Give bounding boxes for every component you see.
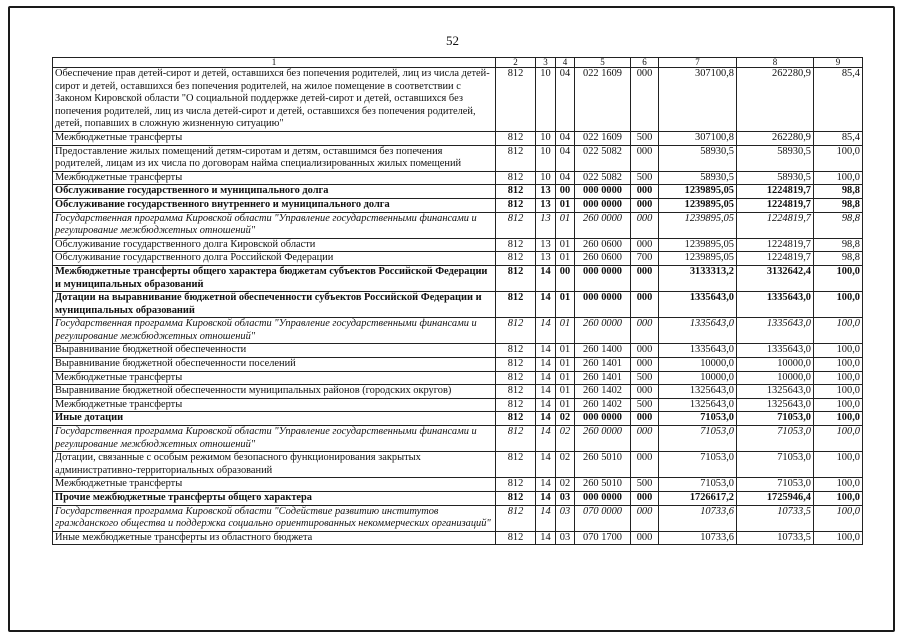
cell-section: 10 (536, 68, 556, 132)
cell-planned-amount: 1239895,05 (659, 252, 737, 266)
cell-subsection: 01 (556, 318, 575, 344)
cell-planned-amount: 58930,5 (659, 171, 737, 185)
cell-ministry-code: 812 (496, 131, 536, 145)
cell-section: 13 (536, 238, 556, 252)
cell-expense-type: 000 (631, 68, 659, 132)
cell-percent: 100,0 (814, 145, 863, 171)
cell-expense-type: 700 (631, 252, 659, 266)
cell-section: 14 (536, 265, 556, 291)
cell-target-article: 022 1609 (575, 68, 631, 132)
cell-percent: 100,0 (814, 478, 863, 492)
table-row (53, 371, 863, 385)
cell-target-article: 022 5082 (575, 171, 631, 185)
column-header: 5 (575, 58, 631, 68)
column-header: 3 (536, 58, 556, 68)
cell-target-article: 260 0600 (575, 252, 631, 266)
cell-planned-amount: 10000,0 (659, 371, 737, 385)
cell-planned-amount: 71053,0 (659, 478, 737, 492)
table-row (53, 426, 863, 452)
table-row (53, 505, 863, 531)
cell-planned-amount: 307100,8 (659, 68, 737, 132)
cell-ministry-code: 812 (496, 171, 536, 185)
cell-name: Межбюджетные трансферты (53, 478, 496, 492)
table-row (53, 212, 863, 238)
cell-subsection: 01 (556, 292, 575, 318)
cell-section: 14 (536, 492, 556, 506)
cell-target-article: 260 1401 (575, 358, 631, 372)
cell-subsection: 01 (556, 344, 575, 358)
cell-target-article: 000 0000 (575, 492, 631, 506)
table-row (53, 131, 863, 145)
cell-section: 10 (536, 131, 556, 145)
cell-target-article: 070 1700 (575, 531, 631, 545)
cell-expense-type: 000 (631, 505, 659, 531)
header-row (53, 58, 863, 68)
cell-name: Межбюджетные трансферты общего характера бюджетам субъектов Российской Федерации и муниципальных образований (53, 265, 496, 291)
cell-name: Межбюджетные трансферты (53, 398, 496, 412)
cell-planned-amount: 1325643,0 (659, 385, 737, 399)
cell-name: Межбюджетные трансферты (53, 371, 496, 385)
table-row (53, 185, 863, 199)
cell-target-article: 000 0000 (575, 198, 631, 212)
cell-executed-amount: 71053,0 (737, 412, 814, 426)
cell-planned-amount: 1239895,05 (659, 212, 737, 238)
cell-expense-type: 000 (631, 358, 659, 372)
cell-subsection: 04 (556, 145, 575, 171)
cell-section: 13 (536, 212, 556, 238)
cell-expense-type: 000 (631, 412, 659, 426)
cell-name: Дотации, связанные с особым режимом безопасного функционирования закрытых административно-территориальных образований (53, 452, 496, 478)
cell-subsection: 01 (556, 198, 575, 212)
cell-name: Государственная программа Кировской области "Управление государственными финансами и регулирование межбюджетных отношений" (53, 318, 496, 344)
cell-name: Выравнивание бюджетной обеспеченности поселений (53, 358, 496, 372)
cell-planned-amount: 307100,8 (659, 131, 737, 145)
cell-percent: 100,0 (814, 531, 863, 545)
cell-executed-amount: 71053,0 (737, 426, 814, 452)
cell-target-article: 260 0000 (575, 318, 631, 344)
table-row (53, 265, 863, 291)
cell-percent: 100,0 (814, 426, 863, 452)
cell-name: Государственная программа Кировской области "Управление государственными финансами и регулирование межбюджетных отношений" (53, 426, 496, 452)
cell-name: Иные межбюджетные трансферты из областного бюджета (53, 531, 496, 545)
table-row (53, 145, 863, 171)
cell-executed-amount: 71053,0 (737, 478, 814, 492)
cell-section: 14 (536, 478, 556, 492)
cell-target-article: 000 0000 (575, 265, 631, 291)
cell-section: 10 (536, 145, 556, 171)
cell-section: 13 (536, 252, 556, 266)
cell-subsection: 03 (556, 505, 575, 531)
cell-ministry-code: 812 (496, 238, 536, 252)
table-row (53, 478, 863, 492)
cell-name: Государственная программа Кировской области "Содействие развитию институтов гражданского общества и поддержка социально ориентированных некоммерческих организаций" (53, 505, 496, 531)
cell-planned-amount: 1335643,0 (659, 292, 737, 318)
cell-executed-amount: 3132642,4 (737, 265, 814, 291)
cell-executed-amount: 1224819,7 (737, 212, 814, 238)
cell-planned-amount: 3133313,2 (659, 265, 737, 291)
cell-target-article: 070 0000 (575, 505, 631, 531)
cell-executed-amount: 1335643,0 (737, 292, 814, 318)
cell-section: 14 (536, 398, 556, 412)
cell-subsection: 04 (556, 68, 575, 132)
cell-subsection: 02 (556, 412, 575, 426)
cell-name: Обслуживание государственного внутреннего и муниципального долга (53, 198, 496, 212)
cell-expense-type: 000 (631, 198, 659, 212)
cell-executed-amount: 10000,0 (737, 371, 814, 385)
cell-expense-type: 000 (631, 531, 659, 545)
column-header: 4 (556, 58, 575, 68)
cell-percent: 100,0 (814, 412, 863, 426)
cell-subsection: 03 (556, 492, 575, 506)
table-row (53, 412, 863, 426)
cell-name: Государственная программа Кировской области "Управление государственными финансами и регулирование межбюджетных отношений" (53, 212, 496, 238)
cell-target-article: 260 1400 (575, 344, 631, 358)
cell-section: 14 (536, 412, 556, 426)
cell-expense-type: 000 (631, 344, 659, 358)
cell-ministry-code: 812 (496, 412, 536, 426)
table-row (53, 238, 863, 252)
cell-section: 14 (536, 452, 556, 478)
cell-ministry-code: 812 (496, 318, 536, 344)
cell-section: 14 (536, 505, 556, 531)
cell-percent: 100,0 (814, 371, 863, 385)
cell-executed-amount: 1335643,0 (737, 318, 814, 344)
cell-subsection: 01 (556, 385, 575, 399)
cell-executed-amount: 10000,0 (737, 358, 814, 372)
cell-expense-type: 500 (631, 478, 659, 492)
cell-target-article: 022 1609 (575, 131, 631, 145)
cell-name: Обслуживание государственного долга Российской Федерации (53, 252, 496, 266)
cell-subsection: 01 (556, 252, 575, 266)
cell-subsection: 02 (556, 426, 575, 452)
cell-planned-amount: 1239895,05 (659, 185, 737, 199)
cell-subsection: 04 (556, 131, 575, 145)
cell-subsection: 02 (556, 452, 575, 478)
cell-target-article: 000 0000 (575, 185, 631, 199)
cell-ministry-code: 812 (496, 426, 536, 452)
cell-executed-amount: 58930,5 (737, 171, 814, 185)
cell-executed-amount: 1224819,7 (737, 252, 814, 266)
cell-subsection: 00 (556, 265, 575, 291)
cell-subsection: 01 (556, 238, 575, 252)
cell-expense-type: 000 (631, 318, 659, 344)
cell-ministry-code: 812 (496, 265, 536, 291)
cell-subsection: 02 (556, 478, 575, 492)
cell-expense-type: 000 (631, 426, 659, 452)
cell-planned-amount: 71053,0 (659, 452, 737, 478)
table-row (53, 531, 863, 545)
cell-target-article: 000 0000 (575, 412, 631, 426)
cell-planned-amount: 10733,6 (659, 531, 737, 545)
cell-section: 14 (536, 344, 556, 358)
cell-ministry-code: 812 (496, 531, 536, 545)
cell-expense-type: 000 (631, 212, 659, 238)
cell-percent: 100,0 (814, 265, 863, 291)
cell-target-article: 260 5010 (575, 452, 631, 478)
cell-section: 14 (536, 426, 556, 452)
cell-executed-amount: 71053,0 (737, 452, 814, 478)
cell-expense-type: 500 (631, 371, 659, 385)
cell-subsection: 01 (556, 371, 575, 385)
cell-planned-amount: 1239895,05 (659, 198, 737, 212)
cell-expense-type: 000 (631, 238, 659, 252)
cell-planned-amount: 1325643,0 (659, 398, 737, 412)
cell-ministry-code: 812 (496, 185, 536, 199)
table-row (53, 252, 863, 266)
table-row (53, 385, 863, 399)
cell-ministry-code: 812 (496, 505, 536, 531)
cell-ministry-code: 812 (496, 292, 536, 318)
table-row (53, 344, 863, 358)
column-header: 2 (496, 58, 536, 68)
cell-percent: 85,4 (814, 131, 863, 145)
cell-target-article: 260 5010 (575, 478, 631, 492)
cell-ministry-code: 812 (496, 68, 536, 132)
cell-expense-type: 000 (631, 452, 659, 478)
cell-section: 13 (536, 185, 556, 199)
cell-target-article: 260 0000 (575, 212, 631, 238)
cell-subsection: 01 (556, 358, 575, 372)
cell-percent: 98,8 (814, 238, 863, 252)
cell-ministry-code: 812 (496, 478, 536, 492)
cell-ministry-code: 812 (496, 145, 536, 171)
cell-target-article: 260 0600 (575, 238, 631, 252)
cell-ministry-code: 812 (496, 358, 536, 372)
table-row (53, 398, 863, 412)
cell-ministry-code: 812 (496, 492, 536, 506)
cell-target-article: 260 0000 (575, 426, 631, 452)
table-body (53, 68, 863, 545)
cell-executed-amount: 1224819,7 (737, 198, 814, 212)
column-header: 1 (53, 58, 496, 68)
cell-percent: 100,0 (814, 171, 863, 185)
cell-planned-amount: 1335643,0 (659, 318, 737, 344)
cell-subsection: 04 (556, 171, 575, 185)
cell-expense-type: 500 (631, 131, 659, 145)
cell-executed-amount: 10733,5 (737, 505, 814, 531)
cell-percent: 85,4 (814, 68, 863, 132)
cell-expense-type: 000 (631, 265, 659, 291)
cell-executed-amount: 1325643,0 (737, 385, 814, 399)
cell-target-article: 260 1402 (575, 398, 631, 412)
cell-subsection: 01 (556, 398, 575, 412)
cell-name: Обслуживание государственного и муниципального долга (53, 185, 496, 199)
cell-percent: 100,0 (814, 385, 863, 399)
cell-executed-amount: 10733,5 (737, 531, 814, 545)
cell-section: 13 (536, 198, 556, 212)
cell-executed-amount: 262280,9 (737, 131, 814, 145)
cell-name: Прочие межбюджетные трансферты общего характера (53, 492, 496, 506)
cell-name: Выравнивание бюджетной обеспеченности (53, 344, 496, 358)
table-row (53, 452, 863, 478)
cell-subsection: 00 (556, 185, 575, 199)
cell-planned-amount: 10000,0 (659, 358, 737, 372)
cell-ministry-code: 812 (496, 344, 536, 358)
cell-target-article: 022 5082 (575, 145, 631, 171)
cell-executed-amount: 1335643,0 (737, 344, 814, 358)
cell-name: Обеспечение прав детей-сирот и детей, оставшихся без попечения родителей, лиц из числа детей-сирот и детей, оставшихся без попечения родителей, на жилое помещение в соответствии с Законом Кировской области "О социальной поддержке детей-сирот и детей, оставшихся без попечения родителей, лиц из числа детей-сирот и детей, оставшихся без попечения родителей, детей, попавших в сложную жизненную ситуацию" (53, 68, 496, 132)
cell-executed-amount: 1224819,7 (737, 238, 814, 252)
table-row (53, 171, 863, 185)
cell-percent: 100,0 (814, 398, 863, 412)
table-row (53, 358, 863, 372)
cell-planned-amount: 1335643,0 (659, 344, 737, 358)
cell-planned-amount: 1239895,05 (659, 238, 737, 252)
cell-ministry-code: 812 (496, 252, 536, 266)
cell-name: Предоставление жилых помещений детям-сиротам и детям, оставшимся без попечения родителей, лицам из их числа по договорам найма специализированных жилых помещений (53, 145, 496, 171)
cell-expense-type: 500 (631, 171, 659, 185)
column-header: 8 (737, 58, 814, 68)
cell-percent: 100,0 (814, 318, 863, 344)
cell-percent: 100,0 (814, 492, 863, 506)
page-number: 52 (446, 33, 459, 48)
cell-expense-type: 000 (631, 145, 659, 171)
cell-ministry-code: 812 (496, 452, 536, 478)
table-row (53, 318, 863, 344)
table-row (53, 292, 863, 318)
cell-executed-amount: 1224819,7 (737, 185, 814, 199)
cell-planned-amount: 71053,0 (659, 426, 737, 452)
cell-percent: 98,8 (814, 198, 863, 212)
cell-name: Межбюджетные трансферты (53, 171, 496, 185)
cell-name: Дотации на выравнивание бюджетной обеспеченности субъектов Российской Федерации и муниципальных образований (53, 292, 496, 318)
cell-ministry-code: 812 (496, 385, 536, 399)
budget-table (52, 57, 863, 545)
cell-percent: 100,0 (814, 505, 863, 531)
cell-percent: 100,0 (814, 358, 863, 372)
cell-name: Межбюджетные трансферты (53, 131, 496, 145)
cell-name: Обслуживание государственного долга Кировской области (53, 238, 496, 252)
cell-section: 14 (536, 358, 556, 372)
table-row (53, 492, 863, 506)
cell-section: 10 (536, 171, 556, 185)
cell-percent: 98,8 (814, 212, 863, 238)
cell-section: 14 (536, 531, 556, 545)
cell-section: 14 (536, 385, 556, 399)
cell-executed-amount: 1325643,0 (737, 398, 814, 412)
cell-ministry-code: 812 (496, 212, 536, 238)
cell-percent: 100,0 (814, 292, 863, 318)
cell-subsection: 03 (556, 531, 575, 545)
column-header: 9 (814, 58, 863, 68)
cell-planned-amount: 71053,0 (659, 412, 737, 426)
cell-subsection: 01 (556, 212, 575, 238)
cell-name: Иные дотации (53, 412, 496, 426)
cell-section: 14 (536, 318, 556, 344)
cell-percent: 100,0 (814, 344, 863, 358)
table-row (53, 68, 863, 132)
cell-expense-type: 500 (631, 398, 659, 412)
cell-target-article: 000 0000 (575, 292, 631, 318)
table-row (53, 198, 863, 212)
column-header: 7 (659, 58, 737, 68)
cell-expense-type: 000 (631, 385, 659, 399)
cell-percent: 98,8 (814, 185, 863, 199)
cell-executed-amount: 262280,9 (737, 68, 814, 132)
cell-expense-type: 000 (631, 492, 659, 506)
cell-ministry-code: 812 (496, 371, 536, 385)
cell-percent: 100,0 (814, 452, 863, 478)
column-header: 6 (631, 58, 659, 68)
cell-name: Выравнивание бюджетной обеспеченности муниципальных районов (городских округов) (53, 385, 496, 399)
cell-target-article: 260 1401 (575, 371, 631, 385)
cell-section: 14 (536, 371, 556, 385)
cell-ministry-code: 812 (496, 398, 536, 412)
cell-target-article: 260 1402 (575, 385, 631, 399)
cell-planned-amount: 1726617,2 (659, 492, 737, 506)
cell-planned-amount: 10733,6 (659, 505, 737, 531)
cell-expense-type: 000 (631, 185, 659, 199)
cell-percent: 98,8 (814, 252, 863, 266)
cell-executed-amount: 1725946,4 (737, 492, 814, 506)
cell-executed-amount: 58930,5 (737, 145, 814, 171)
cell-planned-amount: 58930,5 (659, 145, 737, 171)
cell-section: 14 (536, 292, 556, 318)
cell-expense-type: 000 (631, 292, 659, 318)
cell-ministry-code: 812 (496, 198, 536, 212)
